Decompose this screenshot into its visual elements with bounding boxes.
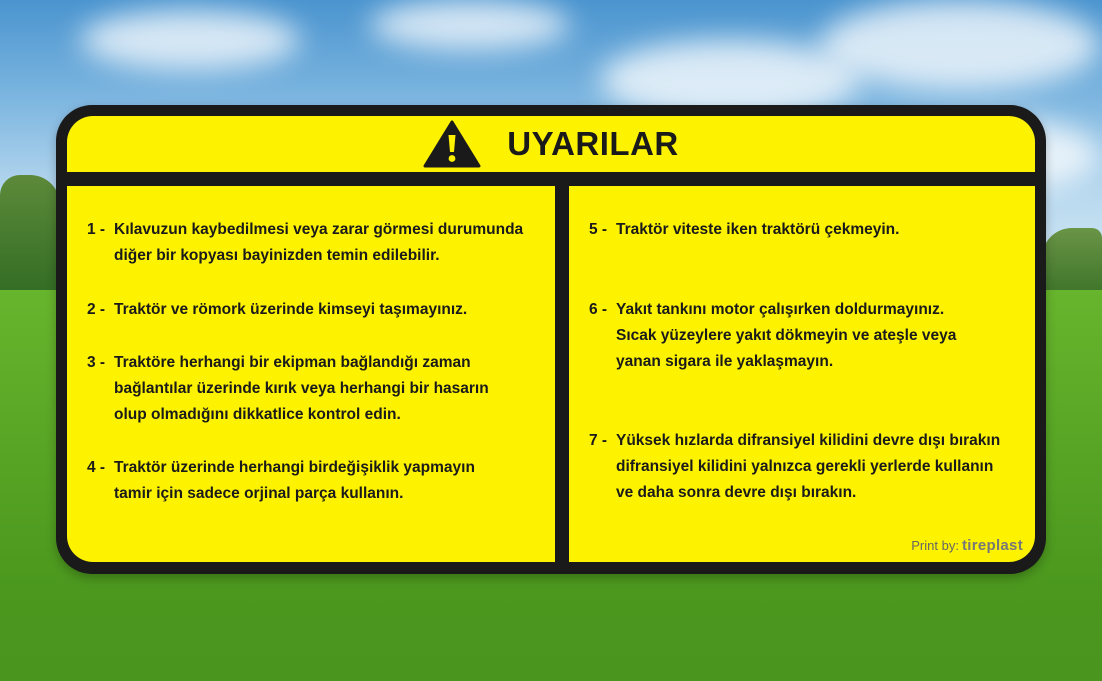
warning-item-2 (87, 297, 542, 323)
warning-item-3 (87, 350, 542, 428)
item-number: 7 - (589, 432, 608, 449)
warning-triangle-icon (423, 120, 481, 168)
cloud (80, 10, 300, 70)
item-text: Yüksek hızlarda difransiyel kilidini devre dışı bırakın difransiyel kilidini yalnızca gerekli yerlerde kullanın ve daha sonra devre dışı bırakın. (616, 432, 1001, 501)
item-text: Kılavuzun kaybedilmesi veya zarar görmesi durumunda diğer bir kopyası bayinizden temin edilebilir. (114, 221, 524, 264)
sign-title: UYARILAR (507, 125, 679, 162)
credit-label: Print by: (911, 538, 959, 553)
warning-item-5 (589, 217, 1029, 243)
warning-item-1 (87, 217, 542, 269)
cloud (820, 0, 1100, 90)
cloud (370, 0, 570, 50)
tree-line-left (0, 175, 60, 305)
warning-item-4 (87, 455, 542, 507)
item-number: 6 - (589, 301, 608, 318)
print-credit (911, 537, 1023, 554)
item-text: Traktör üzerinde herhangi birdeğişiklik yapmayın tamir için sadece orjinal parça kullanın. (114, 459, 475, 502)
item-number: 1 - (87, 221, 106, 238)
title-row (67, 116, 1035, 172)
grass-sheen (0, 560, 1102, 681)
item-text: Yakıt tankını motor çalışırken doldurmayınız. Sıcak yüzeylere yakıt dökmeyin ve ateşle veya yanan sigara ile yaklaşmayın. (616, 301, 957, 370)
item-text: Traktöre herhangi bir ekipman bağlandığı zaman bağlantılar üzerinde kırık veya herhangi bir hasarın olup olmadığını dikkatlice kontrol edin. (114, 354, 489, 423)
item-text: Traktör viteste iken traktörü çekmeyin. (616, 221, 900, 238)
warning-sign (56, 105, 1046, 574)
warning-item-6 (589, 297, 1029, 375)
sign-header (67, 116, 1035, 172)
item-number: 2 - (87, 301, 106, 318)
left-column (67, 186, 555, 562)
credit-brand-logo: tireplast (961, 537, 1023, 554)
warning-item-7 (589, 428, 1029, 506)
item-number: 5 - (589, 221, 608, 238)
item-number: 3 - (87, 354, 106, 371)
item-text: Traktör ve römork üzerinde kimseyi taşımayınız. (114, 301, 468, 318)
item-number: 4 - (87, 459, 106, 476)
right-column (569, 186, 1035, 562)
